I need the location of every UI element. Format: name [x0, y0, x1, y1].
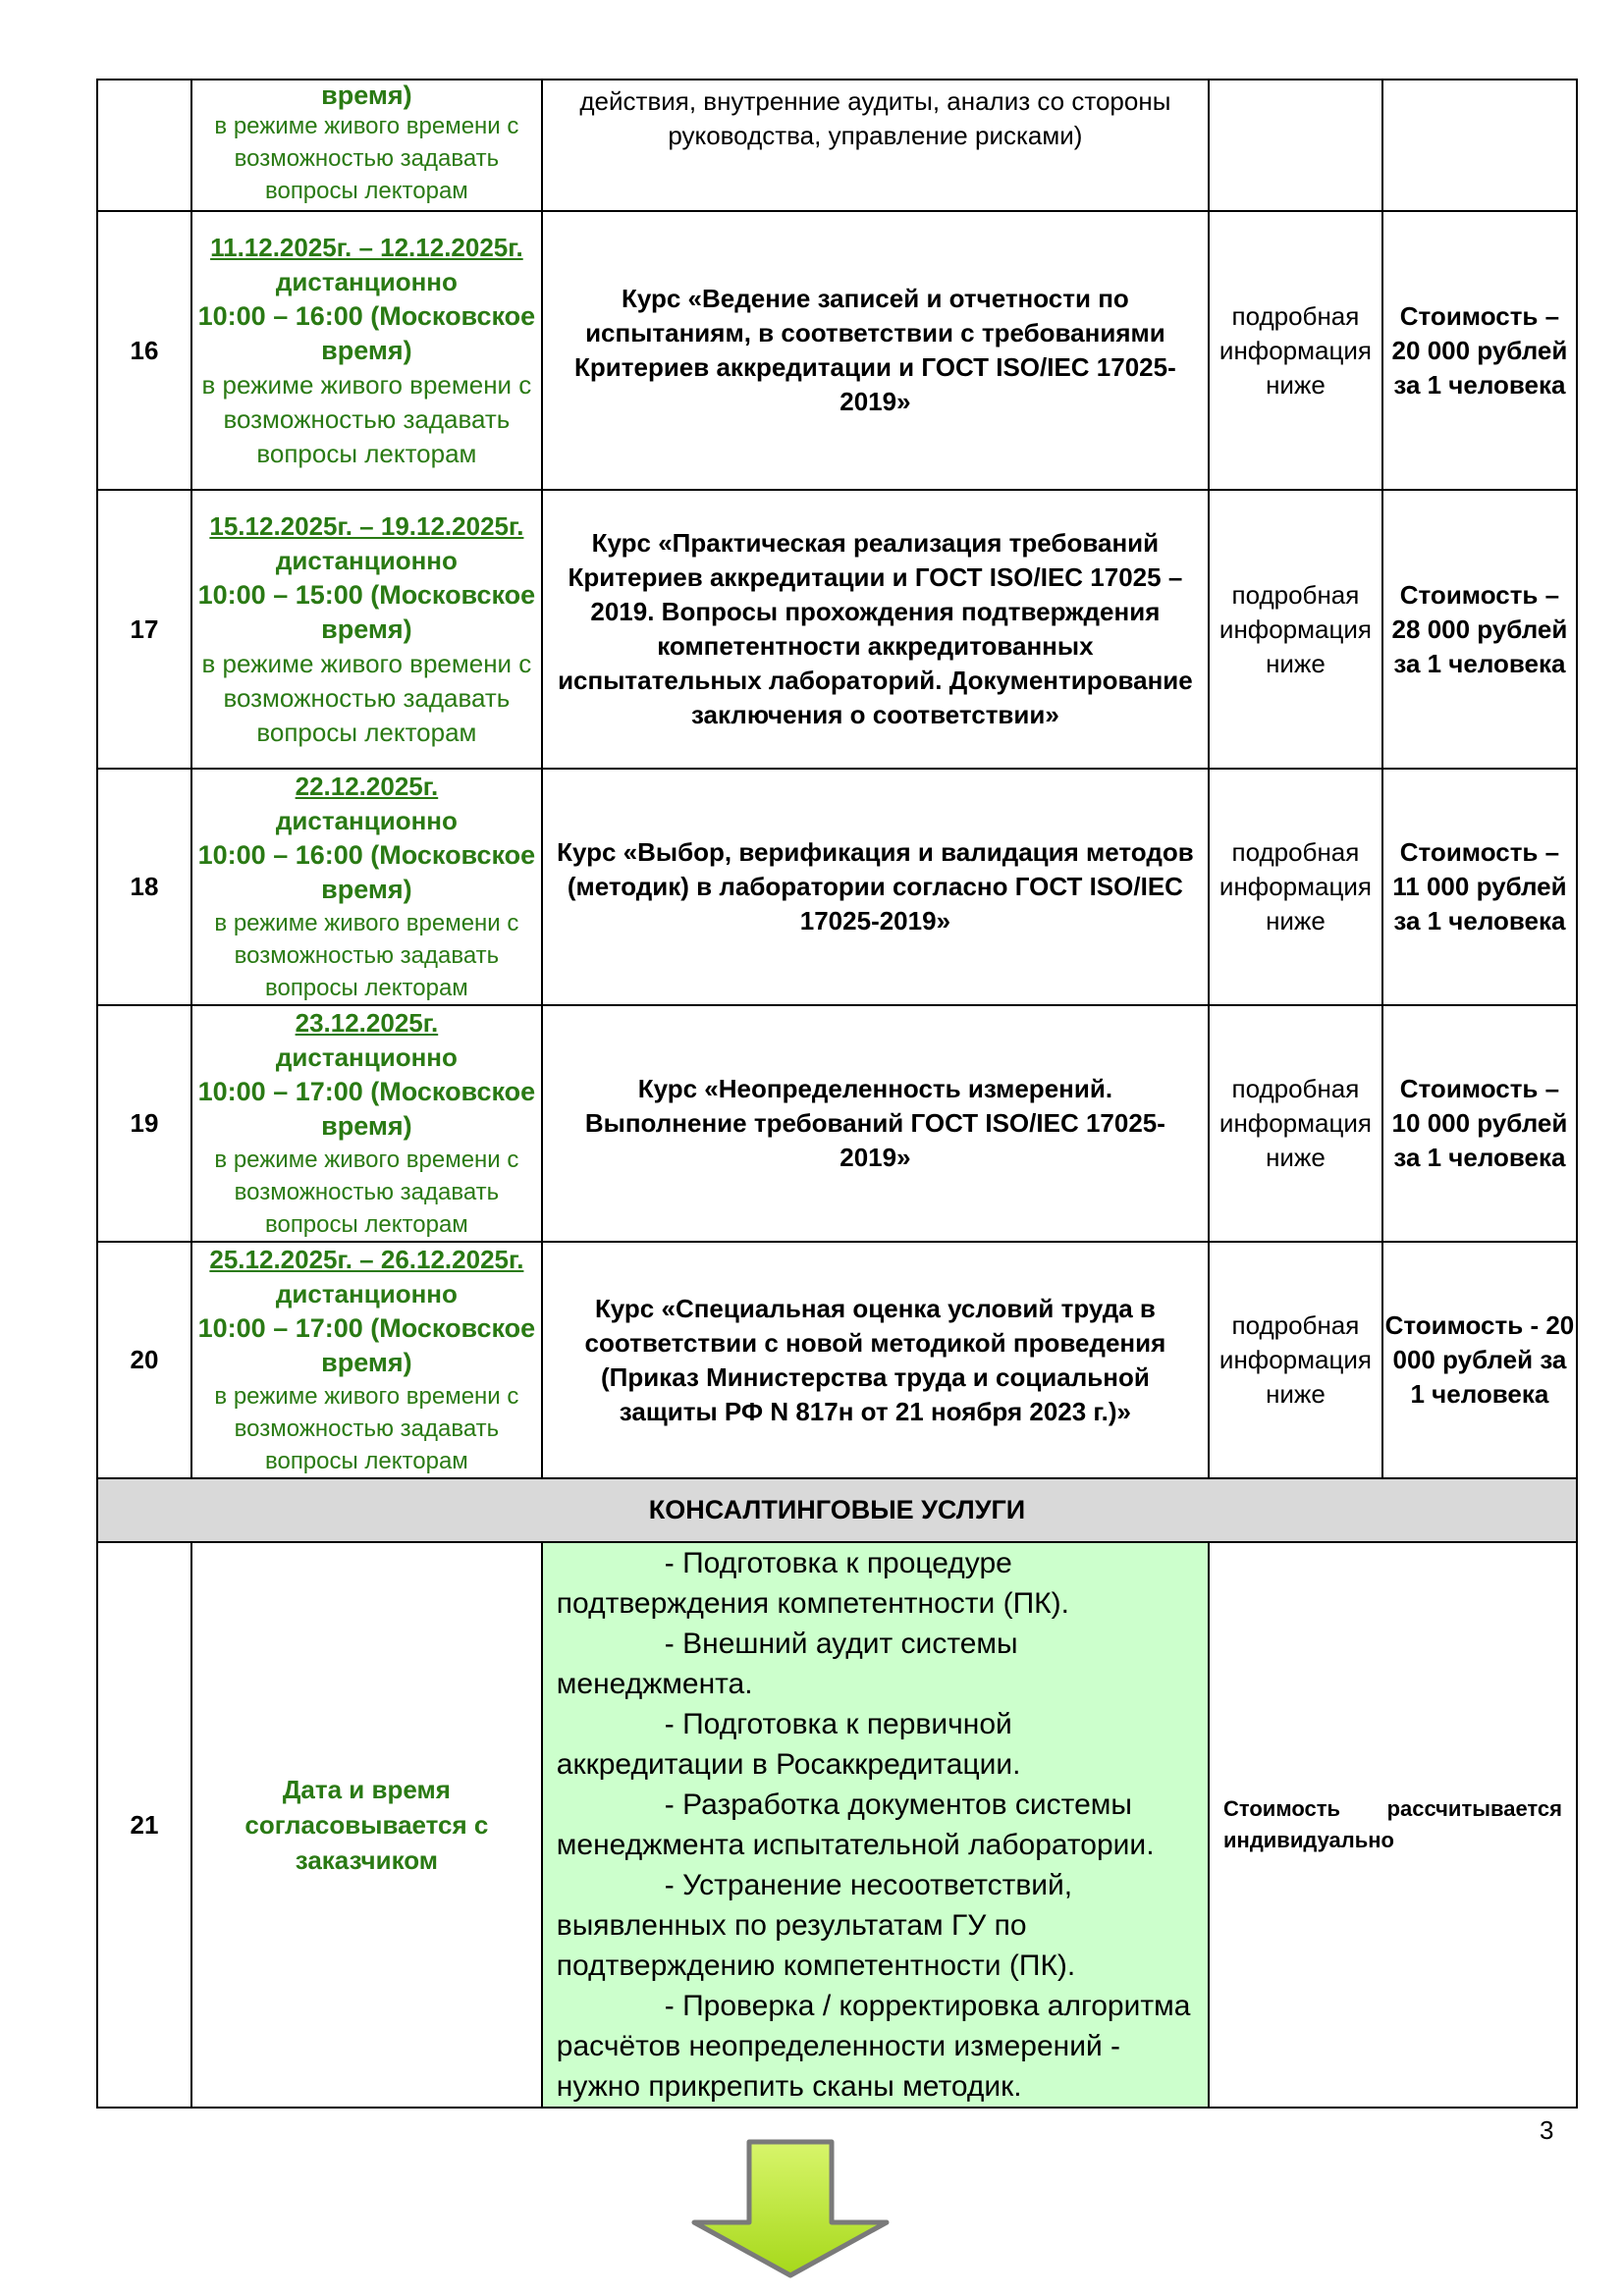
info-cell: подробная информация ниже	[1209, 769, 1382, 1005]
service-item-cont: менеджмента.	[556, 1668, 753, 1700]
table-row	[97, 490, 1577, 769]
price-cell: Стоимость – 11 000 рублей за 1 человека	[1382, 769, 1577, 1005]
price-cell: Стоимость – 20 000 рублей за 1 человека	[1382, 211, 1577, 490]
schedule-table	[96, 79, 1578, 2109]
service-item-cont: менеджмента испытательной лаборатории.	[556, 1829, 1155, 1861]
service-item-cont: нужно прикрепить сканы методик.	[556, 2070, 1022, 2103]
price-cell	[1209, 1542, 1577, 2108]
table-row	[97, 211, 1577, 490]
row-number: 17	[97, 490, 191, 769]
price-cell: Стоимость - 20 000 рублей за 1 человека	[1382, 1242, 1577, 1478]
course-title: Курс «Неопределенность измерений. Выполнение требований ГОСТ ISO/IEC 17025-2019»	[584, 1074, 1165, 1172]
table-row	[97, 769, 1577, 1005]
service-item: - Внешний аудит системы	[664, 1628, 1018, 1660]
date-time: 10:00 – 15:00 (Московское время)	[197, 579, 536, 644]
info-cell: подробная информация ниже	[1209, 211, 1382, 490]
mode-label: дистанционно	[275, 266, 458, 296]
live-note: в режиме живого времени с возможностью задавать вопросы лекторам	[214, 113, 519, 204]
row-number: 19	[97, 1005, 191, 1242]
date-range: 22.12.2025г.	[295, 772, 439, 801]
course-cell	[542, 211, 1209, 490]
info-cell	[1209, 80, 1382, 211]
course-title: действия, внутренние аудиты, анализ со стороны руководства, управление рисками)	[579, 86, 1171, 150]
course-title: Курс «Практическая реализация требований Критериев аккредитации и ГОСТ ISO/IEC 17025 – 2019. Вопросы прохождения подтверждения компетентности аккредитованных испытательных лабораторий. Документирование заключения о соответствии»	[558, 528, 1193, 729]
date-time: 10:00 – 16:00 (Московское время)	[197, 300, 536, 365]
course-cell	[542, 1242, 1209, 1478]
service-item-cont: подтверждения компетентности (ПК).	[556, 1587, 1069, 1620]
service-item-cont: подтверждению компетентности (ПК).	[556, 1949, 1076, 1982]
table-row	[97, 1542, 1577, 2108]
date-time: 10:00 – 16:00 (Московское время)	[197, 840, 536, 904]
mode-label: дистанционно	[275, 1279, 458, 1308]
course-cell	[542, 769, 1209, 1005]
course-title: Курс «Выбор, верификация и валидация методов (методик) в лаборатории согласно ГОСТ ISO/IEC 17025-2019»	[557, 837, 1194, 935]
table-row	[97, 1005, 1577, 1242]
arrow-down-icon	[687, 2138, 893, 2280]
info-cell: подробная информация ниже	[1209, 490, 1382, 769]
date-cell	[191, 80, 542, 211]
service-item: - Подготовка к процедуре	[664, 1547, 1012, 1579]
section-title: КОНСАЛТИНГОВЫЕ УСЛУГИ	[97, 1478, 1577, 1542]
table-row	[97, 1242, 1577, 1478]
date-cell	[191, 1242, 542, 1478]
date-cell	[191, 769, 542, 1005]
row-number	[97, 80, 191, 211]
course-cell	[542, 80, 1209, 211]
table-row	[97, 80, 1577, 211]
date-time: 10:00 – 17:00 (Московское время)	[197, 1077, 536, 1141]
row-number: 21	[97, 1542, 191, 2108]
service-item-cont: расчётов неопределенности измерений -	[556, 2030, 1121, 2062]
row-number: 20	[97, 1242, 191, 1478]
mode-label: дистанционно	[275, 1042, 458, 1072]
date-note: Дата и время согласовывается с заказчиком	[244, 1775, 489, 1875]
service-item-cont: аккредитации в Росаккредитации.	[556, 1748, 1021, 1781]
course-title: Курс «Ведение записей и отчетности по испытаниям, в соответствии с требованиями Критериев аккредитации и ГОСТ ISO/IEC 17025-2019»	[574, 284, 1176, 416]
course-title: Курс «Специальная оценка условий труда в соответствии с новой методикой проведения (Приказ Министерства труда и социальной защиты РФ N 817н от 21 ноября 2023 г.)»	[584, 1293, 1166, 1426]
page-number: 3	[1540, 2115, 1554, 2145]
service-item: - Подготовка к первичной	[664, 1708, 1012, 1740]
section-row	[97, 1478, 1577, 1542]
date-range: 15.12.2025г. – 19.12.2025г.	[209, 510, 524, 541]
date-time: время)	[321, 80, 412, 110]
service-item-cont: выявленных по результатам ГУ по	[556, 1909, 1027, 1942]
date-range: 11.12.2025г. – 12.12.2025г.	[210, 232, 523, 262]
date-time: 10:00 – 17:00 (Московское время)	[197, 1313, 536, 1377]
date-range: 23.12.2025г.	[295, 1008, 439, 1038]
date-range: 25.12.2025г. – 26.12.2025г.	[209, 1245, 524, 1274]
price-cell	[1382, 80, 1577, 211]
date-cell	[191, 211, 542, 490]
date-cell	[191, 1005, 542, 1242]
live-note: в режиме живого времени с возможностью задавать вопросы лекторам	[214, 1383, 519, 1474]
course-cell	[542, 490, 1209, 769]
mode-label: дистанционно	[275, 806, 458, 835]
row-number: 16	[97, 211, 191, 490]
live-note: в режиме живого времени с возможностью задавать вопросы лекторам	[201, 369, 532, 468]
price-note: Стоимость рассчитывается индивидуально	[1223, 1796, 1562, 1852]
course-cell	[542, 1005, 1209, 1242]
consulting-services-cell	[542, 1542, 1209, 2108]
info-cell: подробная информация ниже	[1209, 1005, 1382, 1242]
price-cell: Стоимость – 10 000 рублей за 1 человека	[1382, 1005, 1577, 1242]
service-item: - Устранение несоответствий,	[664, 1869, 1073, 1901]
live-note: в режиме живого времени с возможностью задавать вопросы лекторам	[214, 1147, 519, 1238]
service-item: - Проверка / корректировка алгоритма	[664, 1990, 1191, 2022]
info-cell: подробная информация ниже	[1209, 1242, 1382, 1478]
date-cell	[191, 1542, 542, 2108]
service-item: - Разработка документов системы	[664, 1789, 1132, 1821]
mode-label: дистанционно	[275, 545, 458, 575]
live-note: в режиме живого времени с возможностью задавать вопросы лекторам	[201, 648, 532, 747]
date-cell	[191, 490, 542, 769]
row-number: 18	[97, 769, 191, 1005]
price-cell: Стоимость – 28 000 рублей за 1 человека	[1382, 490, 1577, 769]
live-note: в режиме живого времени с возможностью задавать вопросы лекторам	[214, 910, 519, 1001]
